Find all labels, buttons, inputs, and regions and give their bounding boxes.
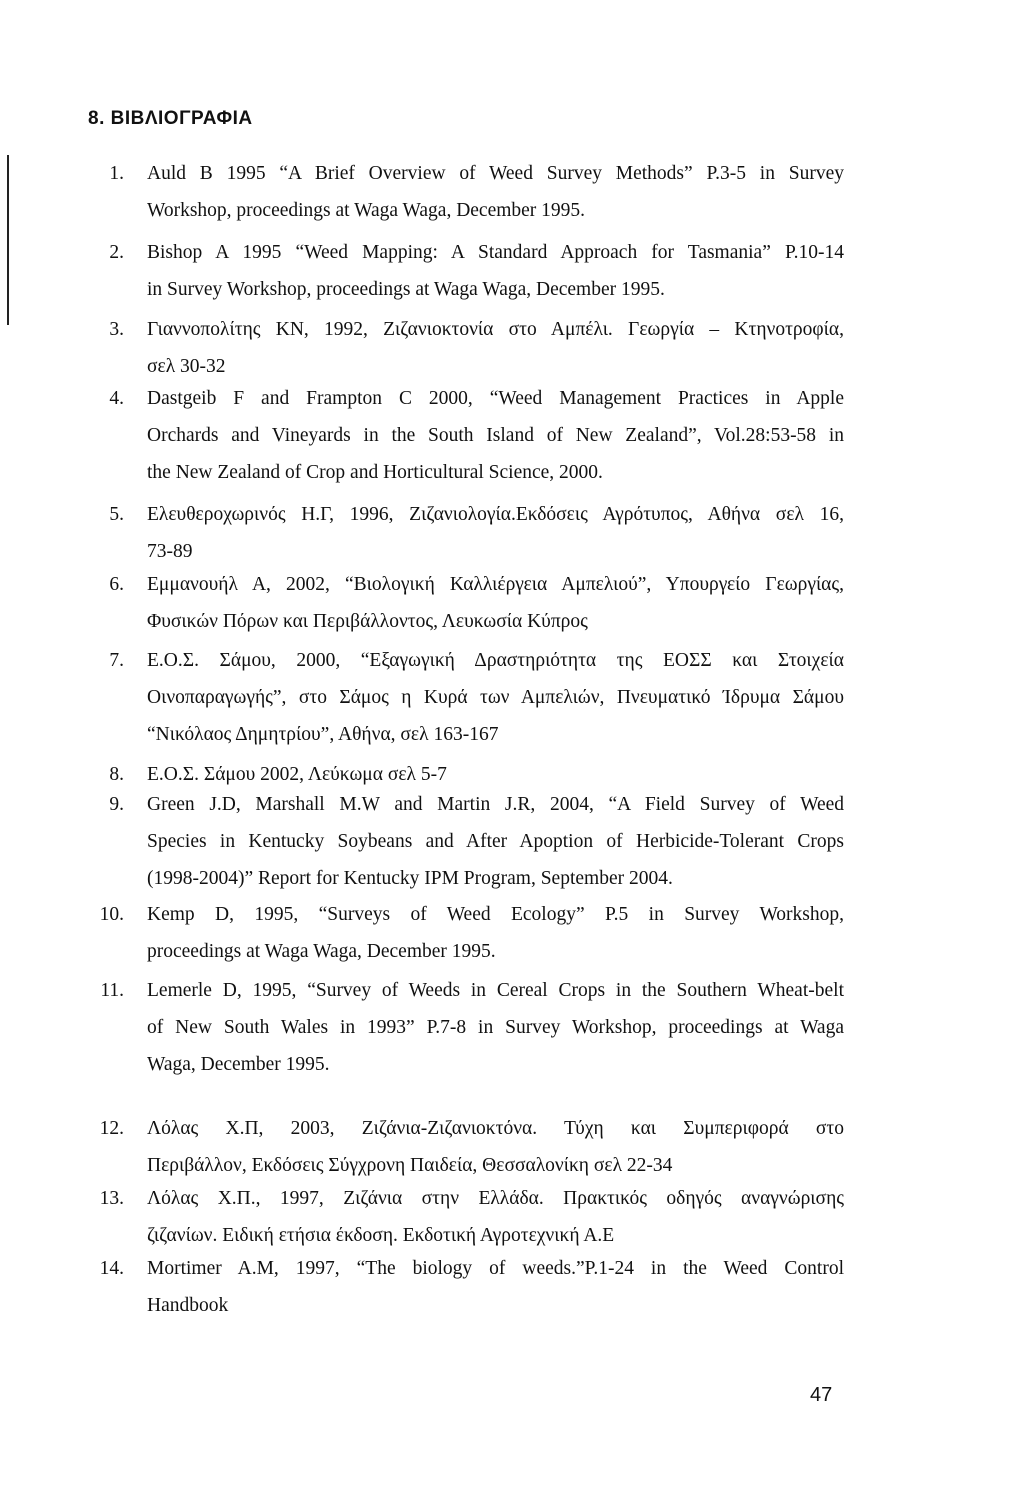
reference-item — [109, 311, 844, 385]
reference-text-line: Mortimer A.M, 1997, “The biology of weeds.”P.1-24 in the Weed Control — [147, 1258, 844, 1279]
reference-text-line: Ε.Ο.Σ. Σάμου 2002, Λεύκωμα σελ 5-7 — [147, 764, 447, 785]
reference-text-line: “Νικόλαος Δημητρίου”, Αθήνα, σελ 163-167 — [147, 724, 499, 745]
reference-text-line: proceedings at Waga Waga, December 1995. — [147, 941, 496, 962]
reference-text-line: Λόλας Χ.Π, 2003, Ζιζάνια-Ζιζανιοκτόνα. Τύχη και Συμπεριφορά στο — [147, 1118, 844, 1139]
reference-text-line: Lemerle D, 1995, “Survey of Weeds in Cereal Crops in the Southern Wheat-belt — [147, 980, 844, 1001]
reference-text-line: Kemp D, 1995, “Surveys of Weed Ecology” P.5 in Survey Workshop, — [147, 904, 844, 925]
reference-number: 6. — [109, 574, 124, 595]
reference-text-line: Φυσικών Πόρων και Περιβάλλοντος, Λευκωσία Κύπρος — [147, 611, 588, 632]
reference-text-line: Bishop A 1995 “Weed Mapping: A Standard Approach for Tasmania” P.10-14 — [147, 242, 844, 263]
reference-number: 8. — [109, 764, 124, 785]
reference-item — [99, 1180, 844, 1254]
reference-number: 3. — [109, 319, 124, 340]
section-heading: 8. ΒΙΒΛΙΟΓΡΑΦΙΑ — [88, 108, 253, 129]
reference-text-line: Ελευθεροχωρινός Η.Γ, 1996, Ζιζανιολογία.Εκδόσεις Αγρότυπος, Αθήνα σελ 16, — [147, 504, 844, 525]
reference-number: 11. — [100, 980, 124, 1001]
reference-item — [109, 786, 844, 897]
reference-item — [109, 155, 844, 229]
reference-number: 14. — [99, 1258, 124, 1279]
reference-item — [99, 896, 844, 970]
reference-text-line: the New Zealand of Crop and Horticultural Science, 2000. — [147, 462, 603, 483]
reference-text-line: Species in Kentucky Soybeans and After Apoption of Herbicide-Tolerant Crops — [147, 831, 844, 852]
reference-number: 1. — [109, 163, 124, 184]
reference-item — [99, 1250, 844, 1324]
reference-number: 7. — [109, 650, 124, 671]
reference-item — [109, 234, 844, 308]
reference-number: 4. — [109, 388, 124, 409]
reference-item — [100, 972, 844, 1083]
reference-number: 5. — [109, 504, 124, 525]
reference-text-line: (1998-2004)” Report for Kentucky IPM Program, September 2004. — [147, 868, 673, 889]
reference-number: 10. — [99, 904, 124, 925]
reference-text-line: Green J.D, Marshall M.W and Martin J.R, 2004, “A Field Survey of Weed — [147, 794, 844, 815]
reference-text-line: Handbook — [147, 1295, 229, 1316]
reference-text-line: Εμμανουήλ Α, 2002, “Βιολογική Καλλιέργεια Αμπελιού”, Υπουργείο Γεωργίας, — [147, 574, 844, 595]
reference-text-line: of New South Wales in 1993” P.7-8 in Survey Workshop, proceedings at Waga — [147, 1017, 844, 1038]
reference-text-line: in Survey Workshop, proceedings at Waga Waga, December 1995. — [147, 279, 665, 300]
reference-text-line: Ε.Ο.Σ. Σάμου, 2000, “Εξαγωγική Δραστηριότητα της ΕΟΣΣ και Στοιχεία — [147, 650, 844, 671]
reference-item — [109, 566, 844, 640]
reference-text-line: Workshop, proceedings at Waga Waga, December 1995. — [147, 200, 586, 221]
reference-text-line: 73-89 — [147, 541, 193, 562]
reference-text-line: Waga, December 1995. — [147, 1054, 330, 1075]
reference-item — [109, 496, 844, 570]
reference-text-line: Λόλας Χ.Π., 1997, Ζιζάνια στην Ελλάδα. Πρακτικός οδηγός αναγνώρισης — [147, 1188, 844, 1209]
reference-number: 2. — [109, 242, 124, 263]
reference-item — [109, 642, 844, 753]
page-number: 47 — [810, 1384, 833, 1406]
reference-number: 13. — [99, 1188, 124, 1209]
reference-text-line: ζιζανίων. Ειδική ετήσια έκδοση. Εκδοτική Αγροτεχνική Α.Ε — [147, 1225, 615, 1246]
reference-text-line: σελ 30-32 — [147, 356, 226, 377]
reference-item — [99, 1110, 844, 1184]
reference-text-line: Περιβάλλον, Εκδόσεις Σύγχρονη Παιδεία, Θεσσαλονίκη σελ 22-34 — [147, 1155, 673, 1176]
reference-text-line: Auld B 1995 “A Brief Overview of Weed Survey Methods” P.3-5 in Survey — [147, 163, 844, 184]
reference-text-line: Dastgeib F and Frampton C 2000, “Weed Management Practices in Apple — [147, 388, 844, 409]
reference-text-line: Orchards and Vineyards in the South Island of New Zealand”, Vol.28:53-58 in — [147, 425, 844, 446]
reference-number: 9. — [109, 794, 124, 815]
reference-item — [109, 380, 844, 491]
scan-margin-line — [7, 155, 9, 325]
reference-text-line: Γιαννοπολίτης ΚΝ, 1992, Ζιζανιοκτονία στο Αμπέλι. Γεωργία – Κτηνοτροφία, — [147, 319, 844, 340]
reference-text-line: Οινοπαραγωγής”, στο Σάμος η Κυρά των Αμπελιών, Πνευματικό Ίδρυμα Σάμου — [147, 687, 844, 708]
reference-number: 12. — [99, 1118, 124, 1139]
